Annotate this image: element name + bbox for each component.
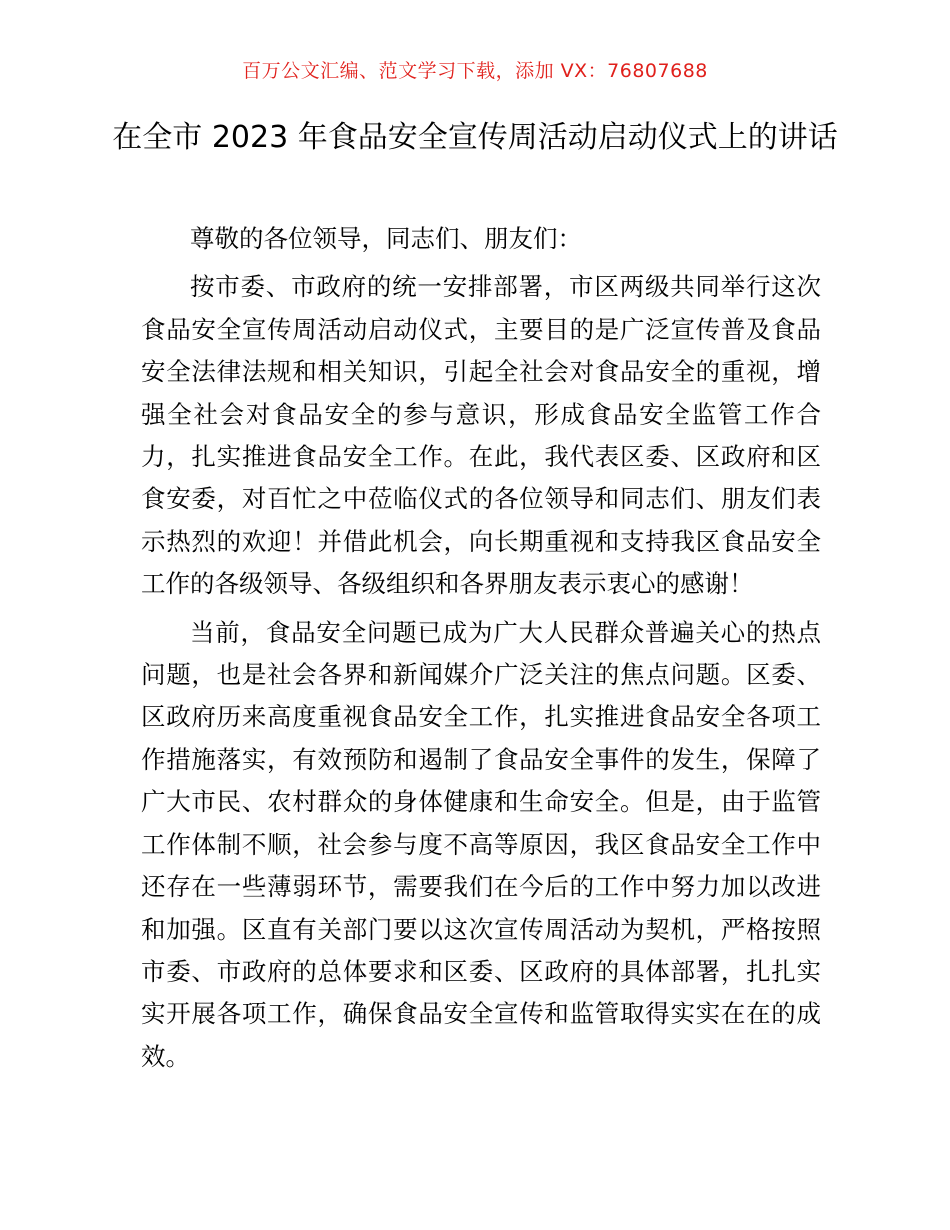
header-banner: 百万公文汇编、范文学习下载，添加 VX：76807688 bbox=[242, 60, 708, 82]
document-body bbox=[141, 218, 821, 1078]
paragraph-2: 当前，食品安全问题已成为广大人民群众普遍关心的热点问题，也是社会各界和新闻媒介广泛关注的焦点问题。区委、区政府历来高度重视食品安全工作，扎实推进食品安全各项工作措施落实，有效预防和遏制了食品安全事件的发生，保障了广大市民、农村群众的身体健康和生命安全。但是，由于监管工作体制不顺，社会参与度不高等原因，我区食品安全工作中还存在一些薄弱环节，需要我们在今后的工作中努力加以改进和加强。区直有关部门要以这次宣传周活动为契机，严格按照市委、市政府的总体要求和区委、区政府的具体部署，扎扎实实开展各项工作，确保食品安全宣传和监管取得实实在在的成效。 bbox=[141, 617, 821, 1071]
document-title: 在全市 2023 年食品安全宣传周活动启动仪式上的讲话 bbox=[112, 120, 838, 155]
salutation: 尊敬的各位领导，同志们、朋友们： bbox=[190, 224, 582, 253]
paragraph-1: 按市委、市政府的统一安排部署，市区两级共同举行这次食品安全宣传周活动启动仪式，主要目的是广泛宣传普及食品安全法律法规和相关知识，引起全社会对食品安全的重视，增强全社会对食品安全的参与意识，形成食品安全监管工作合力，扎实推进食品安全工作。在此，我代表区委、区政府和区食安委，对百忙之中莅临仪式的各位领导和同志们、朋友们表示热烈的欢迎！并借此机会，向长期重视和支持我区食品安全工作的各级领导、各级组织和各界朋友表示衷心的感谢！ bbox=[141, 272, 821, 599]
